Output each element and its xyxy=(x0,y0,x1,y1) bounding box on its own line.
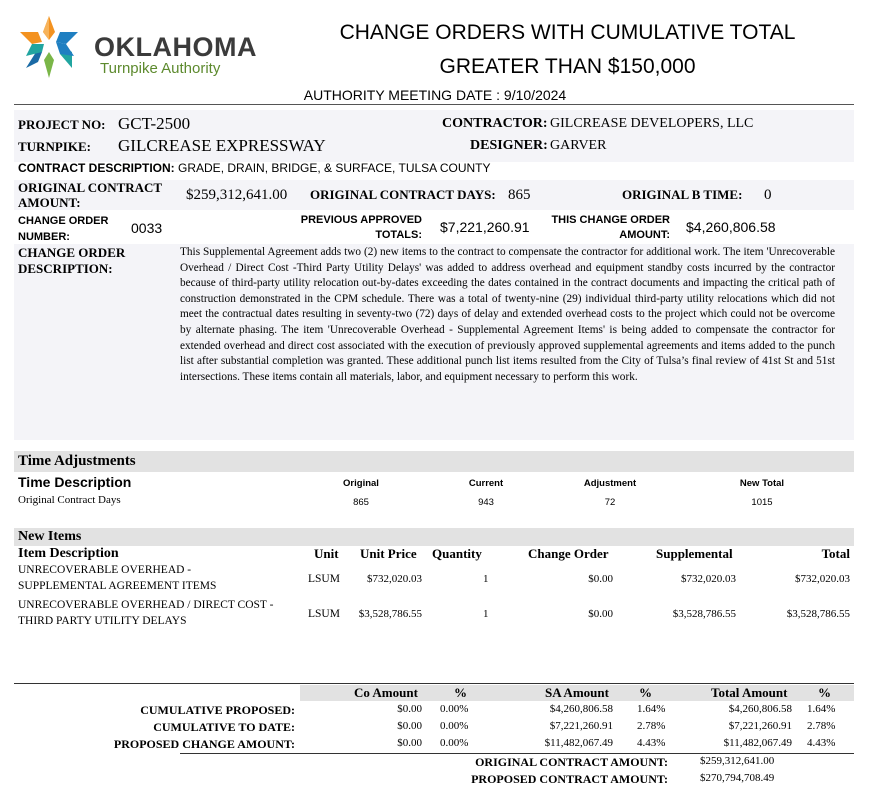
items-header-unit: Unit xyxy=(314,546,339,561)
meeting-date: AUTHORITY MEETING DATE : 9/10/2024 xyxy=(303,87,567,103)
summary-sa: $11,482,067.49 xyxy=(544,737,613,749)
summary-total: $4,260,806.58 xyxy=(728,703,792,715)
table-row xyxy=(0,563,874,597)
item-unit: LSUM xyxy=(308,573,340,585)
item-unit: LSUM xyxy=(308,608,340,620)
summary-label: PROPOSED CHANGE AMOUNT: xyxy=(113,737,295,751)
item-desc-line2: THIRD PARTY UTILITY DELAYS xyxy=(18,615,187,627)
time-col-current: Current xyxy=(468,478,504,489)
time-current: 943 xyxy=(478,497,494,508)
orig-b-label: ORIGINAL B TIME: xyxy=(622,187,743,202)
items-header-quantity: Quantity xyxy=(432,546,482,561)
sum-header-pct3: % xyxy=(818,685,831,700)
summary-sa: $7,221,260.91 xyxy=(549,720,613,732)
orig-contract-label: ORIGINAL CONTRACT AMOUNT: xyxy=(475,755,668,769)
this-co-label-1: THIS CHANGE ORDER xyxy=(551,214,670,226)
orig-contract-value: $259,312,641.00 xyxy=(700,755,775,767)
item-unit-price: $3,528,786.55 xyxy=(358,608,422,620)
items-section-title: New Items xyxy=(18,529,82,544)
summary-co-pct: 0.00% xyxy=(440,720,469,732)
this-co-label-2: AMOUNT: xyxy=(619,229,670,241)
summary-label: CUMULATIVE TO DATE: xyxy=(153,720,295,734)
sum-header-co: Co Amount xyxy=(354,685,418,700)
item-supplemental: $3,528,786.55 xyxy=(672,608,736,620)
item-unit-price: $732,020.03 xyxy=(367,573,422,585)
time-new-total: 1015 xyxy=(751,497,773,508)
page-title-line1: CHANGE ORDERS WITH CUMULATIVE TOTAL xyxy=(339,21,796,44)
designer-label: DESIGNER: xyxy=(470,138,548,153)
co-number: 0033 xyxy=(131,220,163,236)
summary-rule xyxy=(180,753,854,754)
orig-amount-label-2: AMOUNT: xyxy=(18,195,81,210)
time-original: 865 xyxy=(353,497,369,508)
item-change-order: $0.00 xyxy=(588,573,613,585)
summary-sa-pct: 2.78% xyxy=(637,720,666,732)
prev-totals-label-1: PREVIOUS APPROVED xyxy=(300,214,422,226)
item-supplemental: $732,020.03 xyxy=(681,573,736,585)
contract-desc-label: CONTRACT DESCRIPTION: xyxy=(18,161,175,175)
summary-co: $0.00 xyxy=(397,737,422,749)
summary-total: $11,482,067.49 xyxy=(723,737,792,749)
co-desc-label-1: CHANGE ORDER xyxy=(18,245,126,260)
project-no: GCT-2500 xyxy=(118,114,191,133)
item-quantity: 1 xyxy=(483,608,489,620)
time-col-adjustment: Adjustment xyxy=(583,478,637,489)
orig-amount: $259,312,641.00 xyxy=(186,187,288,203)
turnpike-label: TURNPIKE: xyxy=(18,139,91,154)
summary-row xyxy=(0,703,874,720)
time-col-original: Original xyxy=(343,478,379,489)
summary-total-pct: 2.78% xyxy=(807,720,836,732)
orig-amount-label-1: ORIGINAL CONTRACT xyxy=(18,180,163,195)
summary-sa-pct: 1.64% xyxy=(637,703,666,715)
prev-totals: $7,221,260.91 xyxy=(440,219,530,235)
summary-co-pct: 0.00% xyxy=(440,703,469,715)
header-divider xyxy=(14,104,854,105)
item-total: $732,020.03 xyxy=(795,573,850,585)
summary-sa: $4,260,806.58 xyxy=(549,703,613,715)
time-desc-header: Time Description xyxy=(18,474,132,490)
prev-totals-label-2: TOTALS: xyxy=(375,229,422,241)
sum-header-pct1: % xyxy=(454,685,467,700)
page-title-line2: GREATER THAN $150,000 xyxy=(439,55,696,78)
summary-sa-pct: 4.43% xyxy=(637,737,666,749)
contractor-label: CONTRACTOR: xyxy=(442,116,548,131)
orig-days-label: ORIGINAL CONTRACT DAYS: xyxy=(310,187,496,202)
items-header-change-order: Change Order xyxy=(528,546,609,561)
summary-total-pct: 1.64% xyxy=(807,703,836,715)
time-row-desc: Original Contract Days xyxy=(18,494,121,506)
summary-co: $0.00 xyxy=(397,720,422,732)
co-number-label-1: CHANGE ORDER xyxy=(18,215,109,227)
this-co-amount: $4,260,806.58 xyxy=(686,219,776,235)
items-header-total: Total xyxy=(821,546,850,561)
logo-subtitle: Turnpike Authority xyxy=(100,60,221,77)
co-number-label-2: NUMBER: xyxy=(18,231,70,243)
logo-name: OKLAHOMA xyxy=(94,32,257,62)
co-desc-label-2: DESCRIPTION: xyxy=(18,261,113,276)
item-total: $3,528,786.55 xyxy=(786,608,850,620)
time-col-new-total: New Total xyxy=(739,478,785,489)
proposed-contract-value: $270,794,708.49 xyxy=(700,772,775,784)
proposed-contract-label: PROPOSED CONTRACT AMOUNT: xyxy=(471,772,668,786)
time-adjustment: 72 xyxy=(604,497,616,508)
item-desc-line1: UNRECOVERABLE OVERHEAD / DIRECT COST - xyxy=(18,599,274,611)
summary-label: CUMULATIVE PROPOSED: xyxy=(140,703,295,717)
item-quantity: 1 xyxy=(483,573,489,585)
item-desc-line1: UNRECOVERABLE OVERHEAD - xyxy=(18,564,192,576)
table-row xyxy=(0,598,874,632)
summary-co-pct: 0.00% xyxy=(440,737,469,749)
sum-header-pct2: % xyxy=(639,685,652,700)
contractor: GILCREASE DEVELOPERS, LLC xyxy=(550,116,754,131)
item-change-order: $0.00 xyxy=(588,608,613,620)
time-section-title: Time Adjustments xyxy=(18,453,136,469)
summary-total-pct: 4.43% xyxy=(807,737,836,749)
summary-total: $7,221,260.91 xyxy=(728,720,792,732)
item-desc-line2: SUPPLEMENTAL AGREEMENT ITEMS xyxy=(18,580,217,592)
summary-co: $0.00 xyxy=(397,703,422,715)
summary-row xyxy=(0,737,874,754)
logo xyxy=(14,14,264,84)
sum-header-sa: SA Amount xyxy=(545,685,609,700)
contract-description xyxy=(18,161,491,175)
items-header-unit-price: Unit Price xyxy=(360,546,417,561)
orig-b: 0 xyxy=(764,187,772,203)
summary-row xyxy=(0,720,874,737)
orig-days: 865 xyxy=(508,187,531,203)
turnpike: GILCREASE EXPRESSWAY xyxy=(118,136,326,155)
designer: GARVER xyxy=(550,138,607,153)
star-logo-icon xyxy=(14,14,84,80)
contract-desc-value: GRADE, DRAIN, BRIDGE, & SURFACE, TULSA COUNTY xyxy=(178,161,491,175)
summary-top-rule xyxy=(14,683,854,684)
project-no-label: PROJECT NO: xyxy=(18,117,106,132)
sum-header-total: Total Amount xyxy=(711,685,788,700)
items-section-band xyxy=(14,528,854,546)
co-description: This Supplemental Agreement adds two (2) new items to the contract to compensate the contractor for additional work. The item 'Unrecoverable Overhead / Direct Cost -Third Party Utility Delays' was added to address overhead and equipment standby costs incurred by the contractor because of third-party utility relocation out-by-dates exceeding the dates contained in the contract documents and impacting the critical path of construction demonstrated in the CPM schedule. There was a total of twenty-nine (29) individual third-party utility relocations which did not meet the contractual dates resulting in seventy-two (72) days of delay and extended overhead costs to the project which could not be overcome by alternate phasing. The item 'Unrecoverable Overhead - Supplemental Agreement Items' is being added to compensate the contractor for extended overhead and direct cost associated with the execution of previously approved supplemental agreements and items added to the punch list after substantial completion was granted. These additional punch list items resulted from the City of Tulsa’s final review of 41st St and 51st intersections. These items contain all materials, labor, and equipment necessary to perform this work. xyxy=(180,246,835,383)
items-header-desc: Item Description xyxy=(18,546,119,561)
time-section-band xyxy=(14,451,854,472)
items-header-supplemental: Supplemental xyxy=(656,546,733,561)
